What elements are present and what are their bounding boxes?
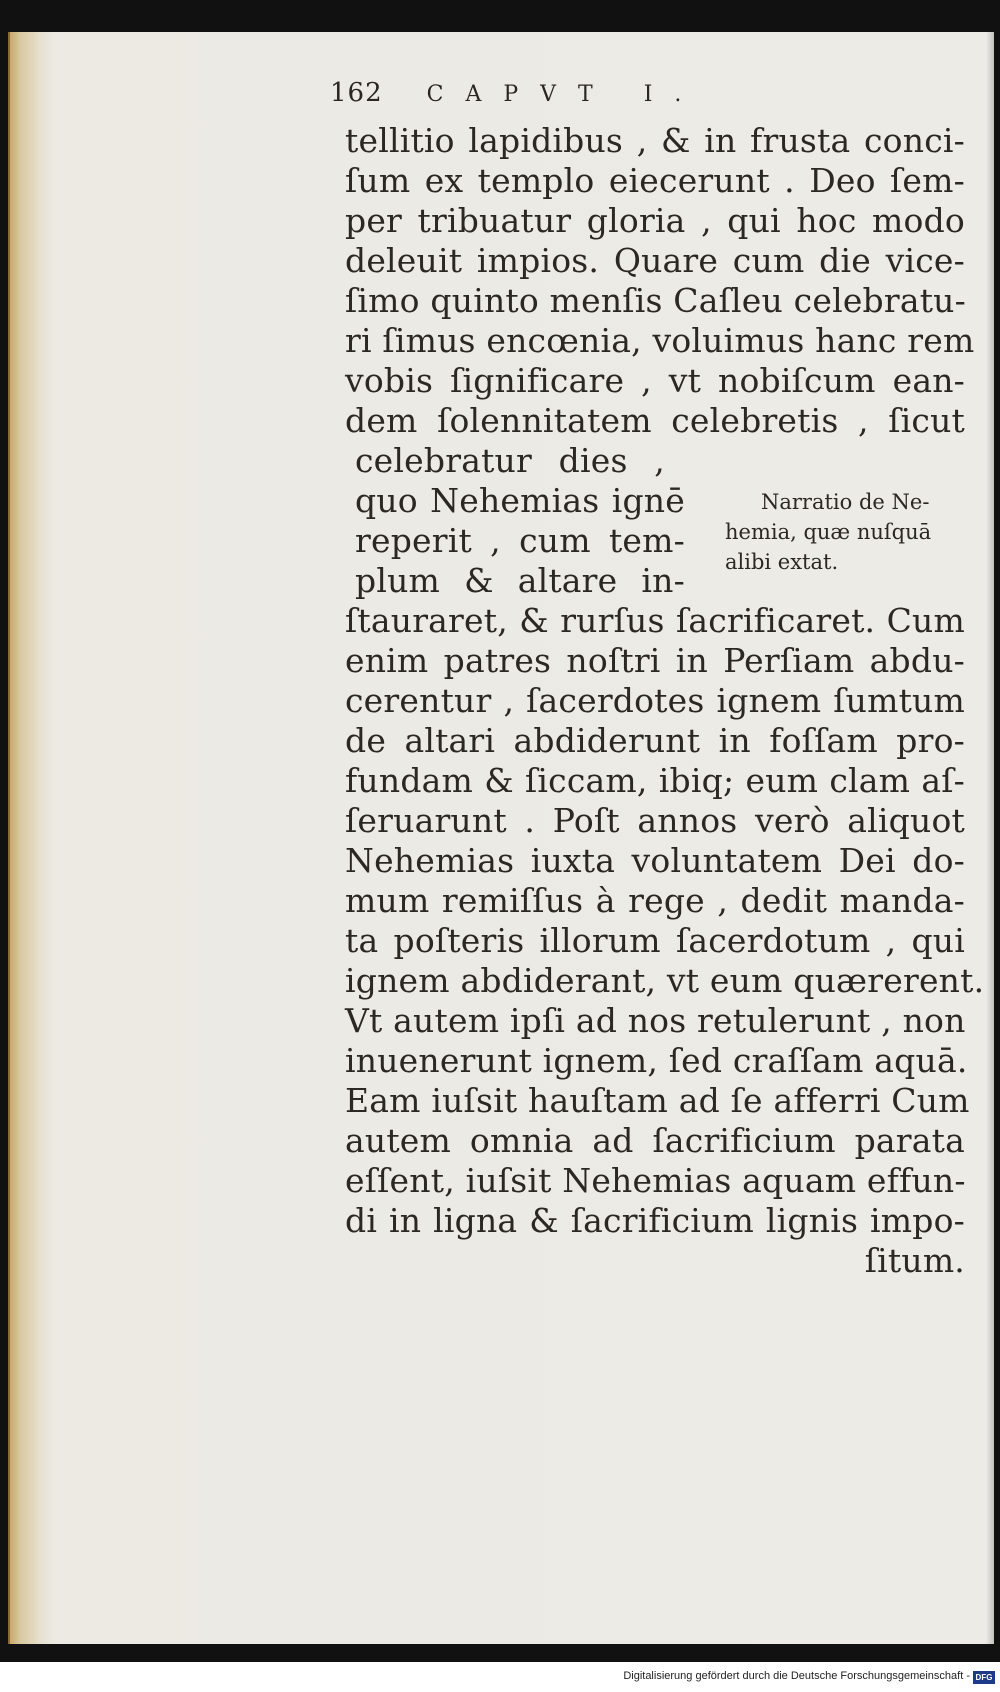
text-line: Vt autem ipſi ad nos retulerunt , non: [345, 1001, 966, 1040]
text-line: plum & altare in-: [355, 561, 685, 600]
text-line: enim patres noſtri in Perſiam abdu-: [345, 641, 965, 680]
text-line: vobis ſignificare , vt nobiſcum ean-: [345, 361, 965, 400]
text-line: fundam & ſiccam, ibiq; eum clam aſ-: [345, 761, 965, 800]
dfg-logo: DFG: [973, 1671, 995, 1684]
digitization-credit: Digitalisierung gefördert durch die Deutsche Forschungsgemeinschaft -: [623, 1670, 970, 1682]
text-line: deleuit impios. Quare cum die vice-: [345, 241, 965, 280]
text-line: ſtauraret, & rurſus ſacrificaret. Cum: [345, 601, 965, 640]
text-line: tellitio lapidibus , & in frusta conci-: [345, 121, 965, 160]
text-line: di in ligna & ſacrificium lignis impo-: [345, 1201, 965, 1240]
text-line: ſum ex templo eiecerunt . Deo ſem-: [345, 161, 965, 200]
margin-note-line: Narratio de Ne-: [761, 490, 930, 514]
text-line: quo Nehemias ignē: [355, 481, 685, 520]
margin-note: [725, 487, 975, 577]
text-line: mum remiſſus à rege , dedit manda-: [345, 881, 965, 920]
text-line: per tribuatur gloria , qui hoc modo: [345, 201, 965, 240]
text-line: ri ſimus encœnia, voluimus hanc rem: [345, 321, 975, 360]
text-line: cerentur , ſacerdotes ignem ſumtum: [345, 681, 965, 720]
text-line: ſimo quinto menſis Caſleu celebratu-: [345, 281, 966, 320]
text-line: ſeruarunt . Poſt annos verò aliquot: [345, 801, 965, 840]
text-line: de altari abdiderunt in foſſam pro-: [345, 721, 965, 760]
margin-note-line: hemia, quæ nuſquā: [725, 520, 932, 544]
text-line: celebratur dies ,: [355, 441, 665, 480]
running-head: [330, 78, 870, 118]
text-line: Nehemias iuxta voluntatem Dei do-: [345, 841, 965, 880]
text-line: eſſent, iuſsit Nehemias aquam effun-: [345, 1161, 966, 1200]
text-line: autem omnia ad ſacrificium parata: [345, 1121, 965, 1160]
text-line: inuenerunt ignem, ſed craſſam aquā.: [345, 1041, 968, 1080]
text-line: ta poſteris illorum ſacerdotum , qui: [345, 921, 965, 960]
text-line: reperit , cum tem-: [355, 521, 685, 560]
page-number: 162: [330, 78, 383, 108]
margin-note-line: alibi extat.: [725, 550, 839, 574]
chapter-title: CAPVT I.: [426, 82, 704, 107]
text-line: ſitum.: [864, 1241, 965, 1280]
text-line: Eam iuſsit hauſtam ad ſe afferri Cum: [345, 1081, 970, 1120]
text-line: ignem abdiderant, vt eum quærerent.: [345, 961, 985, 1000]
text-line: dem ſolennitatem celebretis , ſicut: [345, 401, 965, 440]
